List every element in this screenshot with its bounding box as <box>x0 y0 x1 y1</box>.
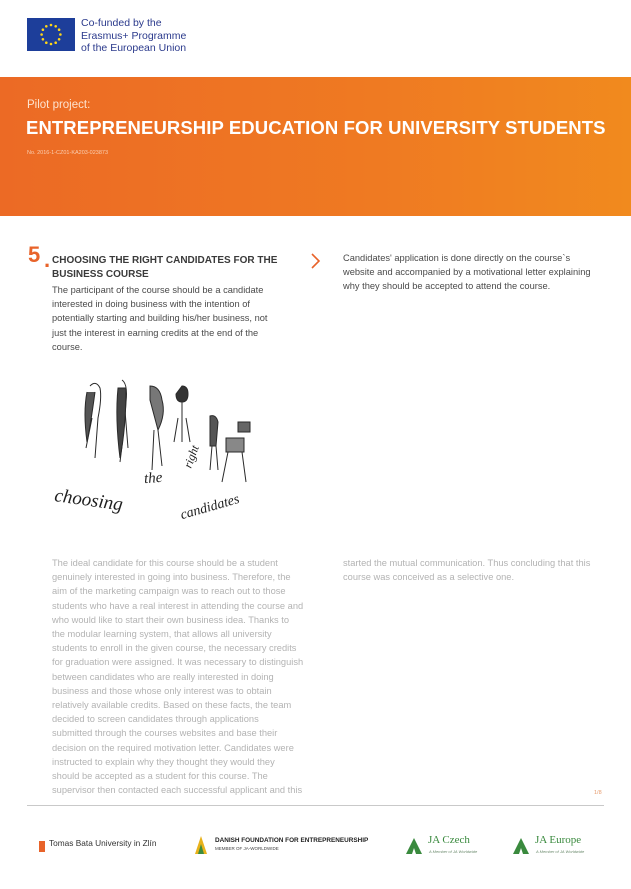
text-line: decided to screen candidates through applications <box>52 714 259 725</box>
section-title-line: CHOOSING THE RIGHT CANDIDATES FOR THE <box>52 255 278 266</box>
text-line: business and those whose only interest was to obtain <box>52 685 272 696</box>
ja-europe-logo-icon <box>511 834 535 856</box>
text-line: The participant of the course should be a candidate <box>52 285 264 295</box>
ideal-candidate-paragraph <box>52 556 303 797</box>
ja-czech-logo-text: JA Czech <box>428 834 470 846</box>
illustration-word: choosing <box>53 485 125 516</box>
text-line: should be accepted as a student for this course. The <box>52 771 268 782</box>
ja-europe-logo-text: JA Europe <box>535 834 582 846</box>
chevron-right-icon <box>309 252 321 270</box>
conclusion-paragraph <box>343 556 590 584</box>
text-line: students to enroll in the given course, the necessary credits <box>52 643 297 654</box>
text-line: website and accompanied by a motivational letter explaining <box>343 267 591 278</box>
text-line: interested in doing business with the intention of <box>52 299 250 310</box>
title-band <box>0 77 631 216</box>
band-subtitle: Pilot project: <box>27 99 91 111</box>
text-line: just the interest in earning credits at the end of the <box>52 327 259 338</box>
page-number: 1/8 <box>594 790 602 796</box>
section-number: 5 <box>28 242 41 267</box>
eu-flag-icon <box>27 18 75 51</box>
eu-line: of the European Union <box>81 42 187 54</box>
text-line: aim of the marketing campaign was to reach out to those <box>52 586 286 597</box>
text-line: decision on the required motivation letter. Candidates were <box>52 742 294 753</box>
text-line: Candidates' application is done directly on the course`s <box>343 253 571 263</box>
text-line: the modular learning system, that allows all university <box>52 629 272 640</box>
intro-paragraph <box>52 283 268 354</box>
section-number-dot: . <box>44 247 51 272</box>
text-line: instructed to explain why they thought they would they <box>52 756 275 767</box>
tbu-logo-icon <box>39 841 45 852</box>
choosing-candidates-illustration <box>50 378 280 528</box>
dfe-logo-icon <box>193 834 209 856</box>
text-line: course was conceived as a selective one. <box>343 572 515 583</box>
eu-line: Erasmus+ Programme <box>81 29 187 42</box>
illustration-word: the <box>143 469 163 488</box>
footer-divider <box>27 805 604 806</box>
text-line: started the mutual communication. Thus concluding that this <box>343 558 591 568</box>
ja-europe-logo-subtext: A Member of JA Worldwide <box>536 849 585 854</box>
text-line: why they should be accepted to attend the course. <box>343 281 551 292</box>
ja-czech-logo-subtext: A Member of JA Worldwide <box>429 849 478 854</box>
section-title <box>52 254 297 282</box>
tbu-logo-text: Tomas Bata University in Zlín <box>49 838 157 848</box>
text-line: who would like to start their own business idea. Thanks to <box>52 614 290 625</box>
text-line: potentially starting and building his/her business, not <box>52 313 268 324</box>
text-line: course. <box>52 341 83 352</box>
project-number: No. 2016-1-CZ01-KA203-023873 <box>27 150 109 156</box>
application-paragraph <box>343 251 591 294</box>
text-line: genuinely interested in going into business. Therefore, the <box>52 572 291 583</box>
illustration-word: candidates <box>178 491 242 524</box>
text-line: for graduation were assigned. It was necessary to distinguish <box>52 657 304 668</box>
text-line: students who have a real interest in attending the course and <box>52 600 304 611</box>
text-line: between candidates who are really interested in doing <box>52 671 274 682</box>
dfe-logo-text: DANISH FOUNDATION FOR ENTREPRENEURSHIP <box>215 837 369 844</box>
section-title-line: BUSINESS COURSE <box>52 269 149 280</box>
text-line: relatively available credits. Based on these facts, the team <box>52 700 292 711</box>
illustration-word: right <box>180 443 202 470</box>
page-title: ENTREPRENEURSHIP EDUCATION FOR UNIVERSITY STUDENTS <box>26 117 606 138</box>
eu-cofunded-text <box>81 17 186 55</box>
text-line: supervisor then contacted each successful applicant and this <box>52 785 303 796</box>
dfe-logo-subtext: MEMBER OF JA-WORLDWIDE <box>215 846 279 851</box>
text-line: The ideal candidate for this course should be a student <box>52 558 278 568</box>
ja-czech-logo-icon <box>404 834 428 856</box>
eu-line: Co-funded by the <box>81 17 162 29</box>
text-line: submitted through the courses websites and base their <box>52 728 278 739</box>
